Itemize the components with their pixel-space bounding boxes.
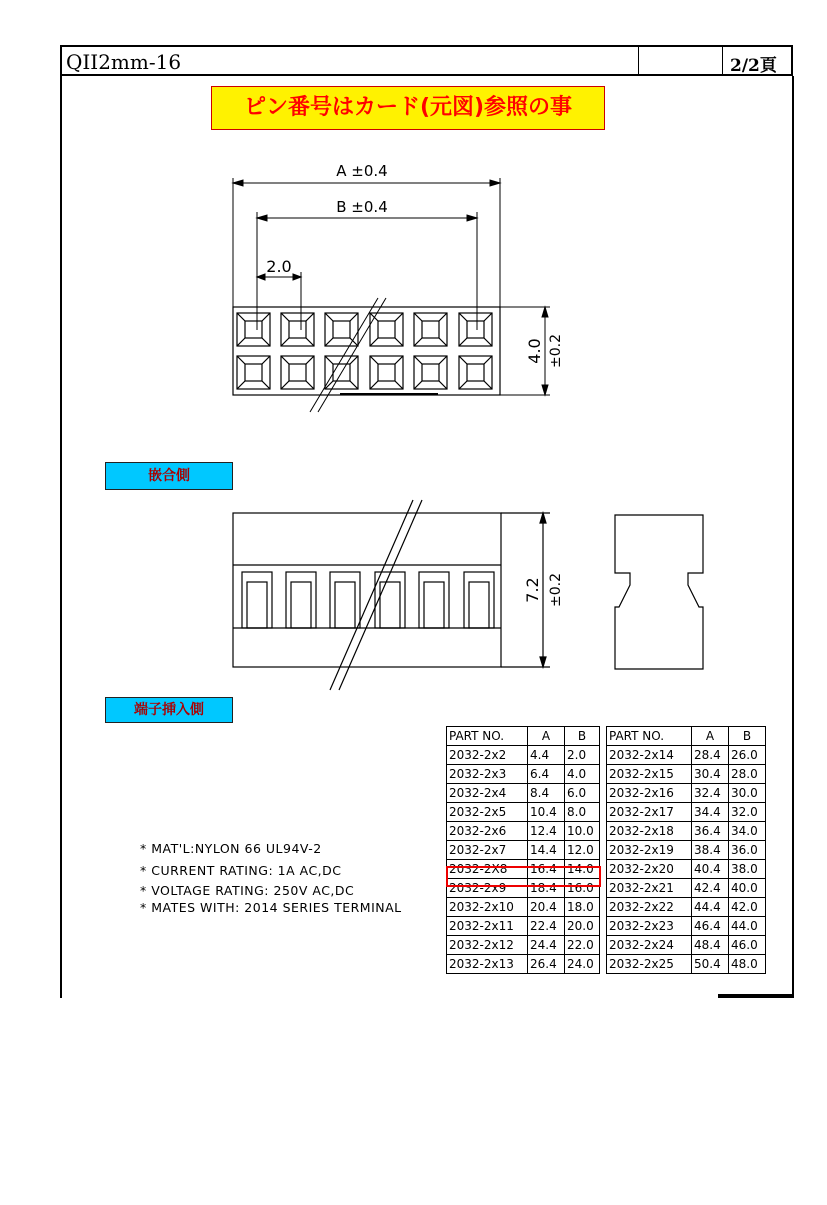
b-cell: 36.0 — [729, 841, 766, 860]
part-no-cell: 2032-2x6 — [447, 822, 528, 841]
part-no-cell: 2032-2x7 — [447, 841, 528, 860]
part-no-cell: 2032-2x22 — [607, 898, 692, 917]
table-row — [607, 936, 766, 955]
note-material: * MAT'L:NYLON 66 UL94V-2 — [140, 841, 322, 856]
part-no-cell: 2032-2x14 — [607, 746, 692, 765]
dim-b-label: B ±0.4 — [336, 198, 388, 216]
part-no-cell: 2032-2x23 — [607, 917, 692, 936]
part-table-left — [446, 726, 600, 974]
title-block — [60, 45, 793, 76]
table-header-row — [607, 727, 766, 746]
col-a: A — [528, 727, 565, 746]
part-no-cell: 2032-2x2 — [447, 746, 528, 765]
frame-left — [60, 76, 62, 998]
a-cell: 36.4 — [692, 822, 729, 841]
tol-side-label: ±0.2 — [548, 573, 564, 607]
table-row — [447, 955, 600, 974]
table-row — [607, 822, 766, 841]
a-cell: 26.4 — [528, 955, 565, 974]
table-row — [607, 879, 766, 898]
a-cell: 12.4 — [528, 822, 565, 841]
table-row — [447, 746, 600, 765]
b-cell: 42.0 — [729, 898, 766, 917]
spec-notes — [140, 838, 402, 916]
note-mates: * MATES WITH: 2014 SERIES TERMINAL — [140, 900, 402, 915]
b-cell: 30.0 — [729, 784, 766, 803]
part-no-cell: 2032-2x21 — [607, 879, 692, 898]
a-cell: 28.4 — [692, 746, 729, 765]
header-divider — [638, 47, 639, 74]
table-row — [447, 898, 600, 917]
table-row — [607, 860, 766, 879]
a-cell: 8.4 — [528, 784, 565, 803]
tol-top-label: ±0.2 — [548, 334, 564, 368]
table-row — [447, 936, 600, 955]
part-no-cell: 2032-2x17 — [607, 803, 692, 822]
part-no-cell: 2032-2x3 — [447, 765, 528, 784]
col-part-no: PART NO. — [447, 727, 528, 746]
table-row — [607, 955, 766, 974]
frame-right — [792, 76, 794, 998]
frame-bottom-mark — [718, 994, 794, 998]
dim-a-label: A ±0.4 — [336, 162, 388, 180]
part-no-cell: 2032-2x25 — [607, 955, 692, 974]
top-view-drawing — [220, 150, 580, 420]
part-no-cell: 2032-2x20 — [607, 860, 692, 879]
b-cell: 28.0 — [729, 765, 766, 784]
col-a: A — [692, 727, 729, 746]
page-number: 2/2頁 — [730, 56, 777, 76]
table-row — [447, 784, 600, 803]
a-cell: 34.4 — [692, 803, 729, 822]
b-cell: 46.0 — [729, 936, 766, 955]
pitch-label: 2.0 — [266, 257, 292, 276]
b-cell: 6.0 — [565, 784, 600, 803]
a-cell: 48.4 — [692, 936, 729, 955]
b-cell: 18.0 — [565, 898, 600, 917]
table-row — [607, 765, 766, 784]
table-row — [607, 803, 766, 822]
a-cell: 24.4 — [528, 936, 565, 955]
col-b: B — [729, 727, 766, 746]
a-cell: 18.4 — [528, 879, 565, 898]
note-current: * CURRENT RATING: 1A AC,DC — [140, 863, 342, 878]
a-cell: 38.4 — [692, 841, 729, 860]
terminal-side-label: 端子挿入側 — [105, 697, 233, 723]
b-cell: 10.0 — [565, 822, 600, 841]
a-cell: 46.4 — [692, 917, 729, 936]
b-cell: 26.0 — [729, 746, 766, 765]
table-row — [607, 898, 766, 917]
b-cell: 12.0 — [565, 841, 600, 860]
table-row — [447, 841, 600, 860]
table-row — [607, 917, 766, 936]
a-cell: 20.4 — [528, 898, 565, 917]
b-cell: 16.0 — [565, 879, 600, 898]
part-no-cell: 2032-2x24 — [607, 936, 692, 955]
b-cell: 38.0 — [729, 860, 766, 879]
table-row — [447, 917, 600, 936]
part-no-cell: 2032-2x9 — [447, 879, 528, 898]
header-divider — [722, 47, 723, 74]
pin-number-note-banner: ピン番号はカード(元図)参照の事 — [211, 86, 605, 130]
b-cell: 14.0 — [565, 860, 600, 879]
b-cell: 32.0 — [729, 803, 766, 822]
a-cell: 40.4 — [692, 860, 729, 879]
a-cell: 6.4 — [528, 765, 565, 784]
col-b: B — [565, 727, 600, 746]
a-cell: 42.4 — [692, 879, 729, 898]
part-no-cell: 2032-2x4 — [447, 784, 528, 803]
a-cell: 10.4 — [528, 803, 565, 822]
b-cell: 48.0 — [729, 955, 766, 974]
part-no-cell: 2032-2x10 — [447, 898, 528, 917]
b-cell: 44.0 — [729, 917, 766, 936]
b-cell: 4.0 — [565, 765, 600, 784]
part-no-cell: 2032-2x18 — [607, 822, 692, 841]
b-cell: 22.0 — [565, 936, 600, 955]
table-row — [447, 765, 600, 784]
selected-part-highlight — [446, 866, 601, 887]
a-cell: 32.4 — [692, 784, 729, 803]
part-no-cell: 2032-2x12 — [447, 936, 528, 955]
part-no-cell: 2032-2x13 — [447, 955, 528, 974]
part-no-cell: 2032-2X8 — [447, 860, 528, 879]
a-cell: 50.4 — [692, 955, 729, 974]
table-row — [607, 746, 766, 765]
table-row — [447, 822, 600, 841]
side-view-drawing — [225, 495, 715, 695]
height-side-label: 7.2 — [523, 577, 542, 603]
a-cell: 22.4 — [528, 917, 565, 936]
mating-side-label: 嵌合側 — [105, 462, 233, 490]
a-cell: 14.4 — [528, 841, 565, 860]
b-cell: 40.0 — [729, 879, 766, 898]
b-cell: 20.0 — [565, 917, 600, 936]
col-part-no: PART NO. — [607, 727, 692, 746]
part-no-cell: 2032-2x5 — [447, 803, 528, 822]
a-cell: 4.4 — [528, 746, 565, 765]
part-no-cell: 2032-2x16 — [607, 784, 692, 803]
part-no-cell: 2032-2x15 — [607, 765, 692, 784]
part-table-right — [606, 726, 766, 974]
a-cell: 44.4 — [692, 898, 729, 917]
b-cell: 24.0 — [565, 955, 600, 974]
height-top-label: 4.0 — [525, 338, 544, 364]
part-no-cell: 2032-2x19 — [607, 841, 692, 860]
table-row — [607, 841, 766, 860]
a-cell: 30.4 — [692, 765, 729, 784]
b-cell: 2.0 — [565, 746, 600, 765]
document-title: QII2mm-16 — [66, 50, 182, 74]
part-no-cell: 2032-2x11 — [447, 917, 528, 936]
pin-cavities — [237, 313, 492, 389]
table-header-row — [447, 727, 600, 746]
b-cell: 34.0 — [729, 822, 766, 841]
a-cell: 16.4 — [528, 860, 565, 879]
table-row — [607, 784, 766, 803]
note-voltage: * VOLTAGE RATING: 250V AC,DC — [140, 883, 355, 898]
table-row — [447, 803, 600, 822]
b-cell: 8.0 — [565, 803, 600, 822]
